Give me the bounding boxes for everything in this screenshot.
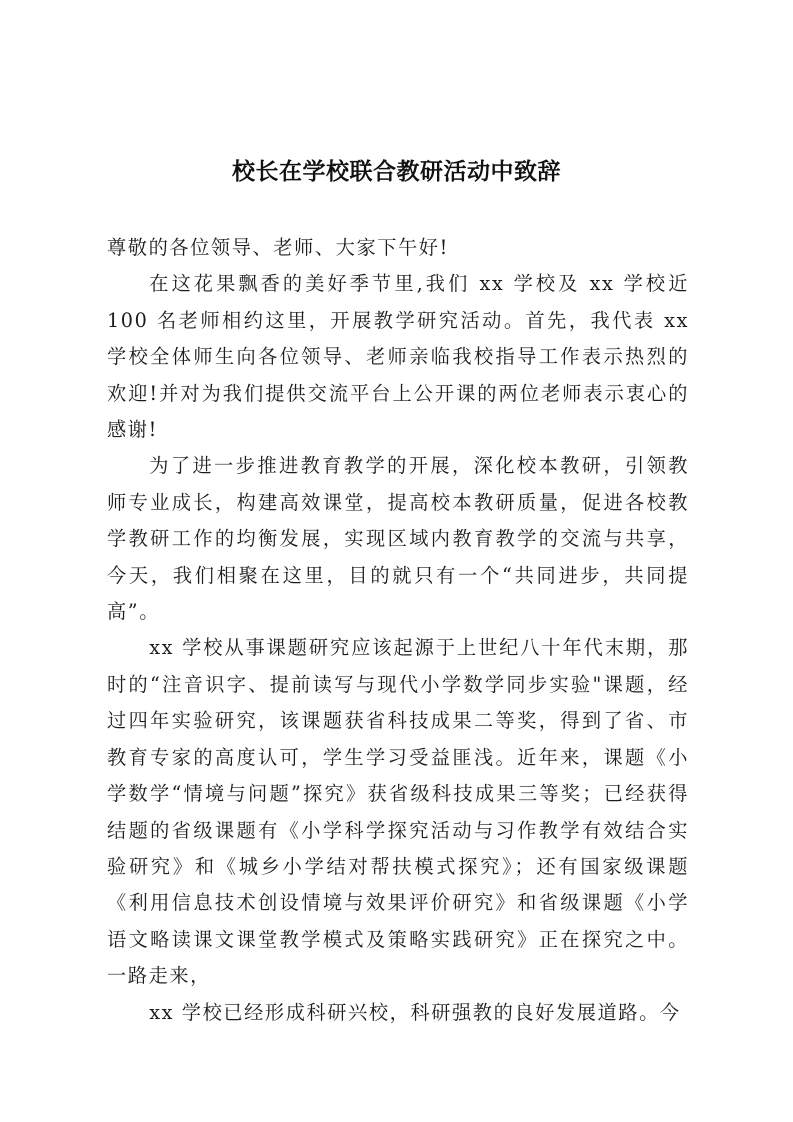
document-title: 校长在学校联合教研活动中致辞 [232,159,561,185]
welcome-paragraph: 在这花果飘香的美好季节里,我们 xx 学校及 xx 学校近 100 名老师相约这里，开展教学研究活动。首先，我代表 xx 学校全体师生向各位领导、老师亲临我校指导工作表示热烈的欢迎!并对为我们提供交流平台上公开课的两位老师表示衷心的感谢! [107,272,689,442]
development-paragraph: xx 学校已经形成科研兴校，科研强教的良好发展道路。今 [149,1000,681,1024]
document-body [107,230,689,1031]
purpose-paragraph: 为了进一步推进教育教学的开展，深化校本教研，引领教师专业成长，构建高效课堂，提高校本教研质量，促进各校教学教研工作的均衡发展，实现区域内教育教学的交流与共享，今天，我们相聚在这里，目的就只有一个“共同进步，共同提高”。 [107,454,689,624]
research-history-paragraph: xx 学校从事课题研究应该起源于上世纪八十年代末期，那时的“注音识字、提前读写与现代小学数学同步实验"课题，经过四年实验研究，该课题获省科技成果二等奖，得到了省、市教育专家的高度认可，学生学习受益匪浅。近年来，课题《小学数学“情境与问题”探究》获省级科技成果三等奖；已经获得结题的省级课题有《小学科学探究活动与习作教学有效结合实验研究》和《城乡小学结对帮扶模式探究》；还有国家级课题《利用信息技术创设情境与效果评价研究》和省级课题《小学语文略读课文课堂教学模式及策略实践研究》正在探究之中。一路走来， [107,636,689,988]
salutation-paragraph: 尊敬的各位领导、老师、大家下午好! [107,236,449,259]
